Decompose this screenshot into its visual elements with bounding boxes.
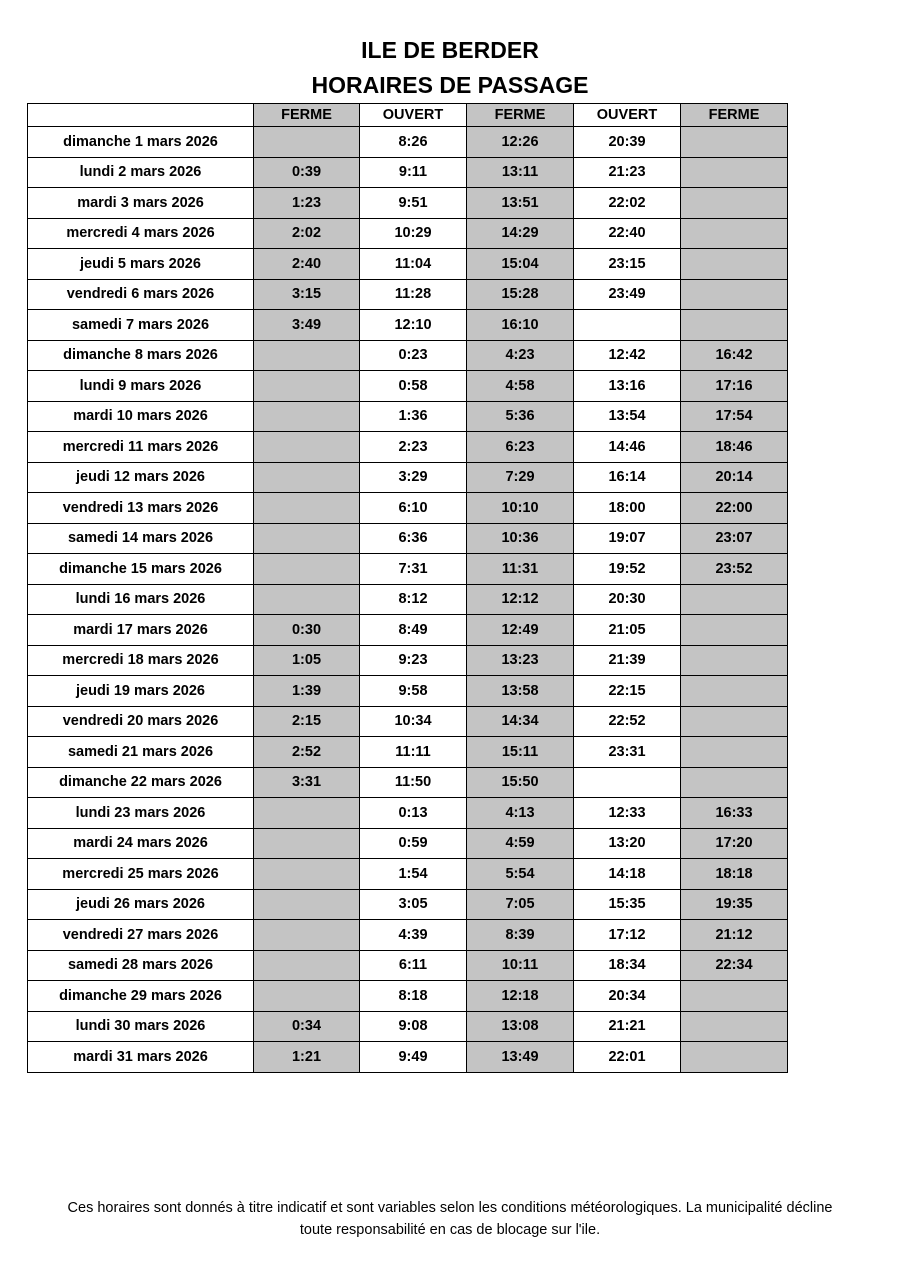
- date-cell: lundi 9 mars 2026: [28, 371, 254, 402]
- table-row: [28, 676, 788, 707]
- ouvert-cell-1: 1:54: [360, 859, 467, 890]
- ferme-cell-3: 21:12: [681, 920, 788, 951]
- date-cell: lundi 16 mars 2026: [28, 584, 254, 615]
- ferme-cell-1: [254, 432, 360, 463]
- table-row: [28, 737, 788, 768]
- ferme-cell-3: 20:14: [681, 462, 788, 493]
- ferme-cell-2: 13:58: [467, 676, 574, 707]
- date-cell: vendredi 6 mars 2026: [28, 279, 254, 310]
- ferme-cell-2: 14:29: [467, 218, 574, 249]
- table-row: [28, 889, 788, 920]
- ferme-cell-1: 0:30: [254, 615, 360, 646]
- ferme-cell-3: [681, 310, 788, 341]
- table-row: [28, 432, 788, 463]
- table-row: [28, 1011, 788, 1042]
- ferme-cell-1: [254, 493, 360, 524]
- disclaimer-line-2: toute responsabilité en cas de blocage sur l'ile.: [299, 1222, 601, 1238]
- ouvert-cell-2: 20:39: [574, 127, 681, 158]
- ferme-cell-1: [254, 859, 360, 890]
- ouvert-cell-1: 9:58: [360, 676, 467, 707]
- ouvert-cell-1: 0:13: [360, 798, 467, 829]
- ferme-cell-3: [681, 127, 788, 158]
- ouvert-cell-2: 12:33: [574, 798, 681, 829]
- ouvert-cell-2: 12:42: [574, 340, 681, 371]
- disclaimer-line-1: Ces horaires sont donnés à titre indicatif et sont variables selon les conditions météorologiques. La municipalité décline: [67, 1200, 833, 1216]
- ferme-cell-2: 12:49: [467, 615, 574, 646]
- ferme-cell-2: 13:51: [467, 188, 574, 219]
- ferme-cell-3: [681, 737, 788, 768]
- ouvert-cell-1: 9:08: [360, 1011, 467, 1042]
- ouvert-cell-2: 23:31: [574, 737, 681, 768]
- date-cell: mardi 3 mars 2026: [28, 188, 254, 219]
- ferme-cell-2: 11:31: [467, 554, 574, 585]
- ferme-cell-1: [254, 340, 360, 371]
- ouvert-cell-1: 0:59: [360, 828, 467, 859]
- ferme-cell-3: 18:46: [681, 432, 788, 463]
- table-row: [28, 188, 788, 219]
- ouvert-cell-2: 13:20: [574, 828, 681, 859]
- ferme-cell-1: [254, 981, 360, 1012]
- header-ouvert-2: OUVERT: [574, 104, 681, 127]
- ouvert-cell-1: 9:51: [360, 188, 467, 219]
- ferme-cell-1: [254, 554, 360, 585]
- ferme-cell-2: 7:05: [467, 889, 574, 920]
- ouvert-cell-2: 20:34: [574, 981, 681, 1012]
- table-row: [28, 523, 788, 554]
- ferme-cell-2: 15:04: [467, 249, 574, 280]
- ouvert-cell-2: 18:34: [574, 950, 681, 981]
- ouvert-cell-2: [574, 310, 681, 341]
- ferme-cell-3: 22:34: [681, 950, 788, 981]
- ferme-cell-2: 13:49: [467, 1042, 574, 1073]
- date-cell: dimanche 1 mars 2026: [28, 127, 254, 158]
- table-row: [28, 127, 788, 158]
- ferme-cell-3: 17:54: [681, 401, 788, 432]
- table-row: [28, 554, 788, 585]
- ferme-cell-1: 1:21: [254, 1042, 360, 1073]
- ferme-cell-2: 12:12: [467, 584, 574, 615]
- ouvert-cell-2: 13:54: [574, 401, 681, 432]
- ouvert-cell-1: 8:26: [360, 127, 467, 158]
- ferme-cell-2: 4:58: [467, 371, 574, 402]
- ouvert-cell-2: 21:05: [574, 615, 681, 646]
- ouvert-cell-1: 1:36: [360, 401, 467, 432]
- ouvert-cell-1: 9:23: [360, 645, 467, 676]
- ferme-cell-1: 2:02: [254, 218, 360, 249]
- date-cell: lundi 30 mars 2026: [28, 1011, 254, 1042]
- ferme-cell-2: 4:59: [467, 828, 574, 859]
- date-cell: jeudi 26 mars 2026: [28, 889, 254, 920]
- ouvert-cell-1: 11:11: [360, 737, 467, 768]
- ouvert-cell-2: 21:21: [574, 1011, 681, 1042]
- ferme-cell-1: 2:15: [254, 706, 360, 737]
- ouvert-cell-2: 23:15: [574, 249, 681, 280]
- ouvert-cell-2: [574, 767, 681, 798]
- ferme-cell-3: [681, 218, 788, 249]
- ouvert-cell-1: 0:23: [360, 340, 467, 371]
- ferme-cell-1: 1:39: [254, 676, 360, 707]
- ferme-cell-2: 13:23: [467, 645, 574, 676]
- ferme-cell-3: 18:18: [681, 859, 788, 890]
- ouvert-cell-1: 6:11: [360, 950, 467, 981]
- ferme-cell-3: 19:35: [681, 889, 788, 920]
- ferme-cell-3: [681, 157, 788, 188]
- ouvert-cell-1: 9:49: [360, 1042, 467, 1073]
- ferme-cell-3: 22:00: [681, 493, 788, 524]
- ferme-cell-3: 17:20: [681, 828, 788, 859]
- ouvert-cell-2: 21:23: [574, 157, 681, 188]
- ferme-cell-2: 10:36: [467, 523, 574, 554]
- page-title: ILE DE BERDER: [361, 37, 539, 63]
- ouvert-cell-1: 6:36: [360, 523, 467, 554]
- ouvert-cell-1: 3:05: [360, 889, 467, 920]
- ouvert-cell-1: 10:29: [360, 218, 467, 249]
- ouvert-cell-2: 16:14: [574, 462, 681, 493]
- ouvert-cell-2: 19:07: [574, 523, 681, 554]
- date-cell: mercredi 25 mars 2026: [28, 859, 254, 890]
- ferme-cell-3: [681, 767, 788, 798]
- date-cell: mercredi 11 mars 2026: [28, 432, 254, 463]
- table-row: [28, 920, 788, 951]
- ferme-cell-1: 1:23: [254, 188, 360, 219]
- ferme-cell-3: [681, 279, 788, 310]
- table-row: [28, 310, 788, 341]
- ferme-cell-1: 0:39: [254, 157, 360, 188]
- date-cell: lundi 23 mars 2026: [28, 798, 254, 829]
- ferme-cell-2: 6:23: [467, 432, 574, 463]
- page-subtitle: HORAIRES DE PASSAGE: [311, 72, 589, 98]
- ferme-cell-3: [681, 1042, 788, 1073]
- ouvert-cell-1: 7:31: [360, 554, 467, 585]
- ferme-cell-2: 12:26: [467, 127, 574, 158]
- table-row: [28, 859, 788, 890]
- date-cell: vendredi 13 mars 2026: [28, 493, 254, 524]
- table-row: [28, 828, 788, 859]
- table-row: [28, 371, 788, 402]
- table-row: [28, 615, 788, 646]
- ferme-cell-2: 14:34: [467, 706, 574, 737]
- date-cell: mercredi 18 mars 2026: [28, 645, 254, 676]
- ferme-cell-1: [254, 371, 360, 402]
- ferme-cell-2: 7:29: [467, 462, 574, 493]
- table-row: [28, 798, 788, 829]
- table-row: [28, 767, 788, 798]
- ferme-cell-3: [681, 615, 788, 646]
- ouvert-cell-2: 22:02: [574, 188, 681, 219]
- ferme-cell-2: 16:10: [467, 310, 574, 341]
- ouvert-cell-1: 3:29: [360, 462, 467, 493]
- ouvert-cell-2: 19:52: [574, 554, 681, 585]
- ferme-cell-2: 4:13: [467, 798, 574, 829]
- table-row: [28, 249, 788, 280]
- ferme-cell-3: [681, 981, 788, 1012]
- ferme-cell-2: 10:10: [467, 493, 574, 524]
- ouvert-cell-2: 22:01: [574, 1042, 681, 1073]
- ouvert-cell-2: 17:12: [574, 920, 681, 951]
- ferme-cell-3: 16:33: [681, 798, 788, 829]
- ferme-cell-1: 3:49: [254, 310, 360, 341]
- ouvert-cell-1: 8:49: [360, 615, 467, 646]
- table-row: [28, 218, 788, 249]
- table-row: [28, 706, 788, 737]
- ouvert-cell-1: 11:04: [360, 249, 467, 280]
- ouvert-cell-1: 2:23: [360, 432, 467, 463]
- header-ferme-2: FERME: [467, 104, 574, 127]
- ouvert-cell-1: 10:34: [360, 706, 467, 737]
- ferme-cell-1: [254, 920, 360, 951]
- table-row: [28, 950, 788, 981]
- table-row: [28, 645, 788, 676]
- table-row: [28, 157, 788, 188]
- ouvert-cell-2: 21:39: [574, 645, 681, 676]
- date-cell: dimanche 29 mars 2026: [28, 981, 254, 1012]
- schedule-table: [27, 103, 788, 1073]
- table-row: [28, 340, 788, 371]
- table-row: [28, 493, 788, 524]
- header-ferme-3: FERME: [681, 104, 788, 127]
- ferme-cell-2: 15:11: [467, 737, 574, 768]
- ouvert-cell-1: 6:10: [360, 493, 467, 524]
- date-cell: jeudi 5 mars 2026: [28, 249, 254, 280]
- ouvert-cell-2: 13:16: [574, 371, 681, 402]
- ferme-cell-2: 15:50: [467, 767, 574, 798]
- ferme-cell-1: [254, 523, 360, 554]
- ouvert-cell-2: 22:15: [574, 676, 681, 707]
- date-cell: dimanche 15 mars 2026: [28, 554, 254, 585]
- ferme-cell-1: 3:15: [254, 279, 360, 310]
- ouvert-cell-1: 12:10: [360, 310, 467, 341]
- header-ferme-1: FERME: [254, 104, 360, 127]
- ferme-cell-2: 4:23: [467, 340, 574, 371]
- ferme-cell-2: 5:36: [467, 401, 574, 432]
- ferme-cell-2: 12:18: [467, 981, 574, 1012]
- ouvert-cell-1: 4:39: [360, 920, 467, 951]
- ferme-cell-1: 2:52: [254, 737, 360, 768]
- ouvert-cell-1: 11:50: [360, 767, 467, 798]
- ferme-cell-3: [681, 1011, 788, 1042]
- table-row: [28, 981, 788, 1012]
- ferme-cell-2: 15:28: [467, 279, 574, 310]
- ferme-cell-2: 13:08: [467, 1011, 574, 1042]
- date-cell: dimanche 22 mars 2026: [28, 767, 254, 798]
- ferme-cell-1: [254, 889, 360, 920]
- ferme-cell-2: 10:11: [467, 950, 574, 981]
- date-cell: mardi 10 mars 2026: [28, 401, 254, 432]
- ferme-cell-1: [254, 127, 360, 158]
- ferme-cell-2: 5:54: [467, 859, 574, 890]
- date-cell: samedi 21 mars 2026: [28, 737, 254, 768]
- date-cell: jeudi 19 mars 2026: [28, 676, 254, 707]
- ferme-cell-1: 1:05: [254, 645, 360, 676]
- ferme-cell-1: 2:40: [254, 249, 360, 280]
- ouvert-cell-1: 8:18: [360, 981, 467, 1012]
- ouvert-cell-2: 14:18: [574, 859, 681, 890]
- disclaimer: [30, 1197, 870, 1241]
- date-cell: samedi 14 mars 2026: [28, 523, 254, 554]
- ouvert-cell-2: 14:46: [574, 432, 681, 463]
- table-row: [28, 462, 788, 493]
- date-cell: mercredi 4 mars 2026: [28, 218, 254, 249]
- date-cell: mardi 24 mars 2026: [28, 828, 254, 859]
- ouvert-cell-2: 22:52: [574, 706, 681, 737]
- ouvert-cell-2: 18:00: [574, 493, 681, 524]
- ferme-cell-3: 17:16: [681, 371, 788, 402]
- header-row: [28, 104, 788, 127]
- ferme-cell-2: 13:11: [467, 157, 574, 188]
- date-cell: mardi 31 mars 2026: [28, 1042, 254, 1073]
- table-row: [28, 1042, 788, 1073]
- ouvert-cell-1: 11:28: [360, 279, 467, 310]
- ouvert-cell-1: 9:11: [360, 157, 467, 188]
- date-cell: jeudi 12 mars 2026: [28, 462, 254, 493]
- date-cell: lundi 2 mars 2026: [28, 157, 254, 188]
- table-row: [28, 279, 788, 310]
- ferme-cell-1: [254, 401, 360, 432]
- ferme-cell-3: 16:42: [681, 340, 788, 371]
- ferme-cell-3: 23:07: [681, 523, 788, 554]
- date-cell: samedi 7 mars 2026: [28, 310, 254, 341]
- date-cell: vendredi 20 mars 2026: [28, 706, 254, 737]
- ouvert-cell-1: 8:12: [360, 584, 467, 615]
- date-cell: samedi 28 mars 2026: [28, 950, 254, 981]
- header-ouvert-1: OUVERT: [360, 104, 467, 127]
- ferme-cell-1: 0:34: [254, 1011, 360, 1042]
- ferme-cell-1: [254, 828, 360, 859]
- date-cell: mardi 17 mars 2026: [28, 615, 254, 646]
- ferme-cell-3: [681, 706, 788, 737]
- ferme-cell-3: [681, 249, 788, 280]
- date-cell: dimanche 8 mars 2026: [28, 340, 254, 371]
- ouvert-cell-2: 20:30: [574, 584, 681, 615]
- ferme-cell-1: [254, 798, 360, 829]
- ouvert-cell-2: 23:49: [574, 279, 681, 310]
- ferme-cell-3: [681, 188, 788, 219]
- ferme-cell-3: [681, 645, 788, 676]
- ferme-cell-3: [681, 584, 788, 615]
- ouvert-cell-2: 15:35: [574, 889, 681, 920]
- table-row: [28, 401, 788, 432]
- header-date: [28, 104, 254, 127]
- ferme-cell-3: [681, 676, 788, 707]
- ouvert-cell-1: 0:58: [360, 371, 467, 402]
- table-row: [28, 584, 788, 615]
- ouvert-cell-2: 22:40: [574, 218, 681, 249]
- ferme-cell-1: [254, 950, 360, 981]
- ferme-cell-1: [254, 462, 360, 493]
- ferme-cell-1: [254, 584, 360, 615]
- ferme-cell-2: 8:39: [467, 920, 574, 951]
- ferme-cell-3: 23:52: [681, 554, 788, 585]
- date-cell: vendredi 27 mars 2026: [28, 920, 254, 951]
- ferme-cell-1: 3:31: [254, 767, 360, 798]
